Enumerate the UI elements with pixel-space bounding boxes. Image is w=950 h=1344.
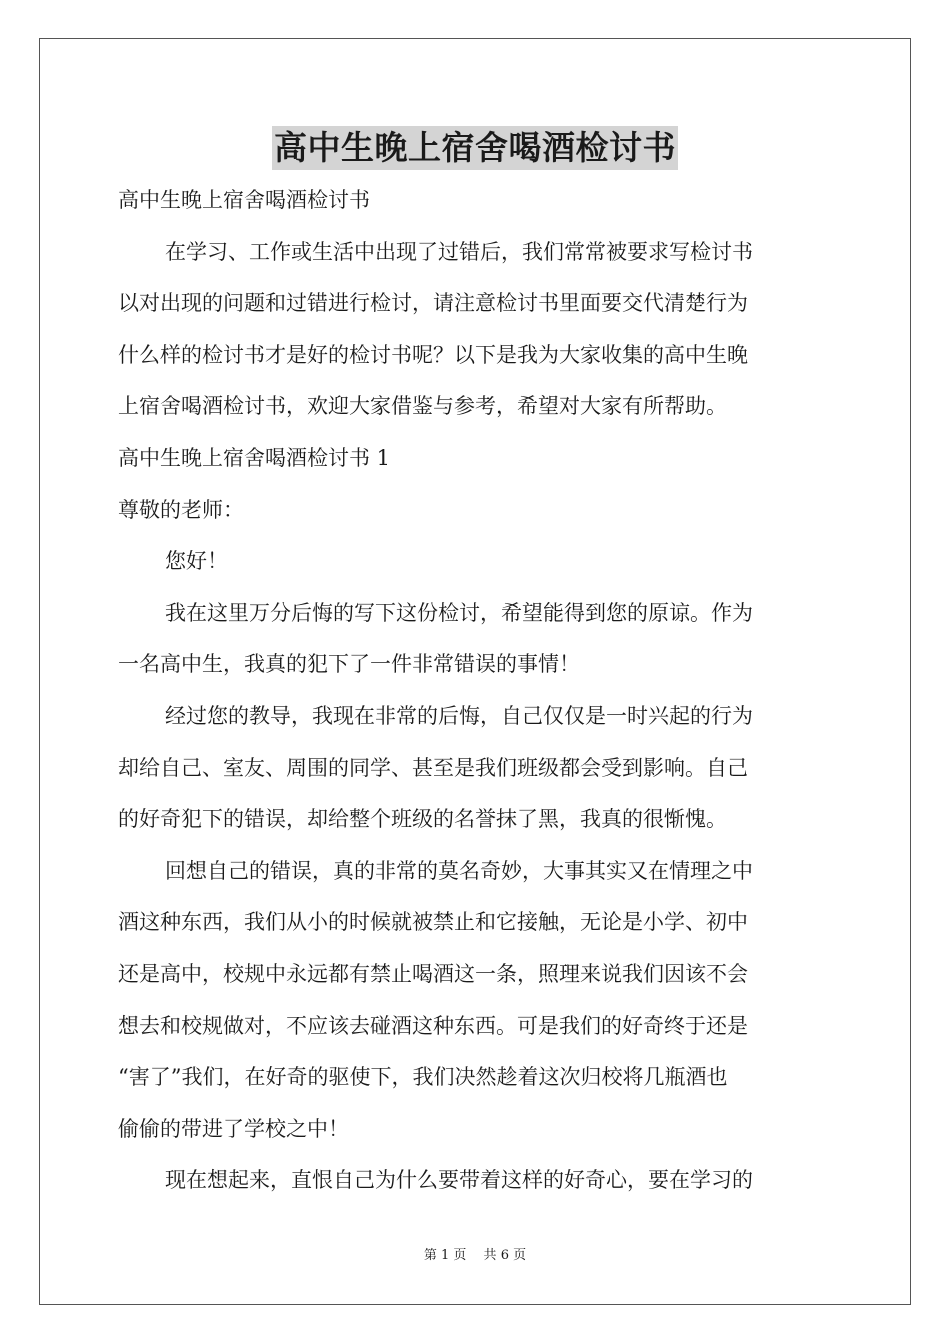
text-line: 经过您的教导，我现在非常的后悔，自己仅仅是一时兴起的行为 (165, 703, 753, 728)
text-line: 现在想起来，直恨自己为什么要带着这样的好奇心，要在学习的 (165, 1168, 753, 1193)
text-line: 的好奇犯下的错误，却给整个班级的名誉抹了黑，我真的很惭愧。 (118, 807, 727, 832)
text-line: 上宿舍喝酒检讨书，欢迎大家借鉴与参考，希望对大家有所帮助。 (118, 394, 727, 419)
title-area (0, 126, 950, 170)
text-line: 尊敬的老师： (118, 497, 244, 522)
text-line: 还是高中，校规中永远都有禁止喝酒这一条，照理来说我们因该不会 (118, 961, 748, 986)
text-line: 以对出现的问题和过错进行检讨，请注意检讨书里面要交代清楚行为 (118, 291, 748, 316)
text-line: 您好！ (165, 549, 228, 574)
text-line: 想去和校规做对，不应该去碰酒这种东西。可是我们的好奇终于还是 (118, 1013, 748, 1038)
text-line: 一名高中生，我真的犯下了一件非常错误的事情！ (118, 652, 580, 677)
text-line: 却给自己、室友、周围的同学、甚至是我们班级都会受到影响。自己 (118, 755, 748, 780)
text-line: 我在这里万分后悔的写下这份检讨，希望能得到您的原谅。作为 (165, 600, 753, 625)
document-title: 高中生晚上宿舍喝酒检讨书 (272, 126, 678, 170)
text-line: 高中生晚上宿舍喝酒检讨书 (118, 188, 370, 212)
text-line: 在学习、工作或生活中出现了过错后，我们常常被要求写检讨书 (165, 239, 753, 264)
document-body (118, 175, 832, 1207)
page-footer: 第 1 页 共 6 页 (423, 1248, 527, 1263)
text-line: 回想自己的错误，真的非常的莫名奇妙，大事其实又在情理之中 (165, 858, 753, 883)
text-line: 酒这种东西，我们从小的时候就被禁止和它接触，无论是小学、初中 (118, 910, 748, 935)
text-line: 偷偷的带进了学校之中！ (118, 1116, 349, 1141)
text-line: 高中生晚上宿舍喝酒检讨书 1 (118, 445, 391, 470)
text-line: 什么样的检讨书才是好的检讨书呢？以下是我为大家收集的高中生晚 (118, 342, 748, 367)
text-line: “害了”我们，在好奇的驱使下，我们决然趁着这次归校将几瓶酒也 (118, 1065, 728, 1090)
